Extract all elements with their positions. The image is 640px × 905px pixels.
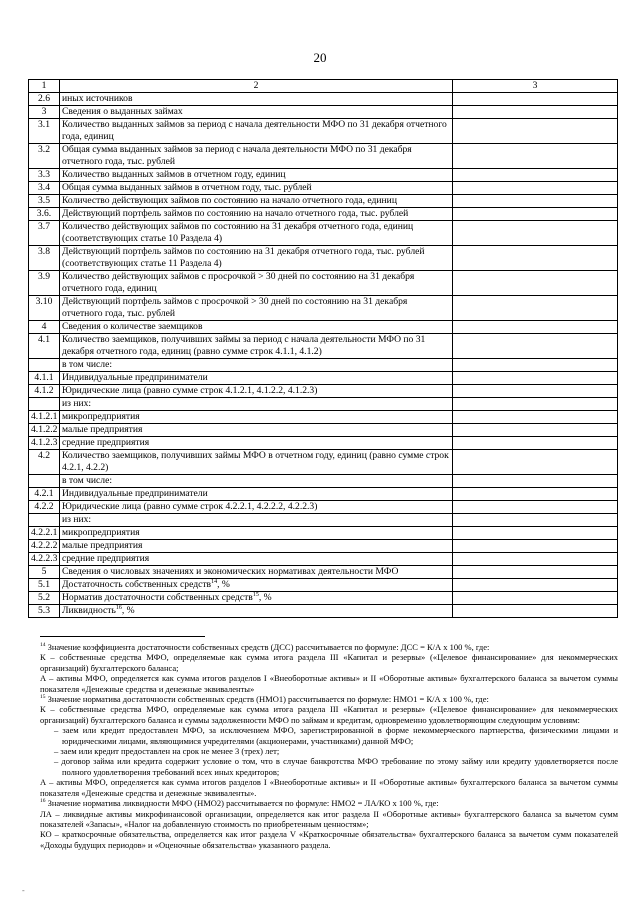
row-value-cell [453, 488, 618, 501]
footnote-paragraph [40, 642, 618, 652]
header-col-2: 2 [60, 80, 453, 93]
row-number: 4.2 [29, 450, 60, 475]
row-value-cell [453, 296, 618, 321]
row-description: Сведения о количестве заемщиков [60, 321, 453, 334]
footnote-paragraph [40, 694, 618, 704]
row-number: 3.1 [29, 119, 60, 144]
row-value-cell [453, 398, 618, 411]
footnote-paragraph [40, 809, 618, 830]
row-value-cell [453, 450, 618, 475]
footnote-text: Значение норматива ликвидности МФО (НМО2) рассчитывается по формуле: НМО2 = ЛА/КО х 100 %, где: [45, 798, 439, 809]
footnote-text: Значение коэффициента достаточности собственных средств (ДСС) рассчитывается по формуле: ДСС = К/А х 100 %, где: [45, 642, 490, 652]
row-value-cell [453, 605, 618, 618]
row-number: 3 [29, 106, 60, 119]
row-number: 4.2.1 [29, 488, 60, 501]
row-description: Количество действующих займов по состоянию на 31 декабря отчетного года, единиц (соответствующих статье 10 Раздела 4) [60, 221, 453, 246]
table-row [29, 93, 618, 106]
footnote-separator [40, 636, 205, 637]
row-description: Юридические лица (равно сумме строк 4.1.2.1, 4.1.2.2, 4.1.2.3) [60, 385, 453, 398]
row-description: Действующий портфель займов по состоянию на 31 декабря отчетного года, тыс. рублей (соответствующих статье 11 Раздела 4) [60, 246, 453, 271]
row-description: малые предприятия [60, 540, 453, 553]
row-number: 4.2.2.2 [29, 540, 60, 553]
row-value-cell [453, 437, 618, 450]
table-row [29, 385, 618, 398]
row-description: средние предприятия [60, 553, 453, 566]
row-description: Действующий портфель займов с просрочкой > 30 дней по состоянию на 31 декабря отчетного года, тыс. рублей [60, 296, 453, 321]
row-description: в том числе: [60, 359, 453, 372]
footnote-number: 15 [40, 694, 46, 701]
row-value-cell [453, 540, 618, 553]
table-row [29, 296, 618, 321]
row-description: Количество выданных займов в отчетном году, единиц [60, 169, 453, 182]
row-description [60, 592, 453, 605]
footnote-paragraph [40, 798, 618, 808]
row-number [29, 398, 60, 411]
row-unit: , % [217, 579, 230, 590]
row-number: 5.3 [29, 605, 60, 618]
table-row [29, 411, 618, 424]
footnote-number: 16 [40, 798, 46, 805]
row-number: 3.6. [29, 208, 60, 221]
row-number: 4.1.1 [29, 372, 60, 385]
table-row [29, 372, 618, 385]
footnote-paragraph [40, 652, 618, 673]
table-row [29, 398, 618, 411]
row-number: 3.2 [29, 144, 60, 169]
row-description: микропредприятия [60, 527, 453, 540]
row-value-cell [453, 411, 618, 424]
row-description: Сведения о числовых значениях и экономических нормативах деятельности МФО [60, 566, 453, 579]
row-number [29, 514, 60, 527]
row-value-cell [453, 385, 618, 398]
row-number [29, 359, 60, 372]
table-row [29, 246, 618, 271]
row-number: 3.7 [29, 221, 60, 246]
row-number: 3.4 [29, 182, 60, 195]
row-value-cell [453, 334, 618, 359]
row-number: 4.2.2.1 [29, 527, 60, 540]
row-value-cell [453, 106, 618, 119]
table-row [29, 221, 618, 246]
row-number: 3.8 [29, 246, 60, 271]
table-row [29, 437, 618, 450]
footnote-text: – заем или кредит предоставлен МФО, за исключением МФО, зарегистрированной в форме некоммерческого партнерства, физическими лицами и юридическими лицами, являющимися учредителями (акционерами, участниками) данной МФО; [54, 725, 618, 746]
table-row [29, 119, 618, 144]
footnote-number: 14 [40, 642, 46, 649]
footnote-text: Значение норматива достаточности собственных средств (НМО1) рассчитывается по формуле: НМО1 = К/А х 100 %, где: [45, 694, 489, 705]
table-row [29, 592, 618, 605]
page-number: 20 [313, 50, 327, 65]
row-description: в том числе: [60, 475, 453, 488]
row-value-cell [453, 208, 618, 221]
row-value-cell [453, 169, 618, 182]
row-unit: , % [258, 592, 272, 603]
footnote-text: А – активы МФО, определяется как сумма итогов разделов I «Внеоборотные активы» и II «Оборотные активы» бухгалтерского баланса за вычетом суммы показателя «Денежные средства и денежные эквиваленты». [40, 777, 618, 798]
row-description-text: Ликвидность [62, 605, 116, 616]
row-description: иных источников [60, 93, 453, 106]
row-description: Количество заемщиков, получивших займы МФО в отчетном году, единиц (равно сумме строк 4.2.1, 4.2.2) [60, 450, 453, 475]
row-description: Общая сумма выданных займов в отчетном году, тыс. рублей [60, 182, 453, 195]
footnote-paragraph [40, 746, 618, 756]
row-description: малые предприятия [60, 424, 453, 437]
row-number: 4.1.2.1 [29, 411, 60, 424]
row-number: 5.1 [29, 579, 60, 592]
table-row [29, 605, 618, 618]
row-value-cell [453, 93, 618, 106]
row-value-cell [453, 372, 618, 385]
footnote-ref: 16 [115, 604, 122, 611]
row-description: Индивидуальные предприниматели [60, 488, 453, 501]
row-value-cell [453, 221, 618, 246]
table-row [29, 501, 618, 514]
footnotes [40, 642, 618, 850]
table-row [29, 488, 618, 501]
row-description: микропредприятия [60, 411, 453, 424]
row-description: средние предприятия [60, 437, 453, 450]
row-value-cell [453, 475, 618, 488]
table-row [29, 106, 618, 119]
row-value-cell [453, 246, 618, 271]
row-value-cell [453, 424, 618, 437]
row-description: из них: [60, 398, 453, 411]
row-description: Юридические лица (равно сумме строк 4.2.2.1, 4.2.2.2, 4.2.2.3) [60, 501, 453, 514]
row-value-cell [453, 579, 618, 592]
row-description [60, 605, 453, 618]
row-description: Количество действующих займов с просрочкой > 30 дней по состоянию на 31 декабря отчетного года, единиц [60, 271, 453, 296]
table-row [29, 169, 618, 182]
row-value-cell [453, 182, 618, 195]
data-table [28, 79, 618, 618]
row-value-cell [453, 359, 618, 372]
footnote-paragraph [40, 777, 618, 798]
table-row [29, 566, 618, 579]
row-value-cell [453, 271, 618, 296]
footnote-paragraph [40, 756, 618, 777]
row-description-text: Достаточность собственных средств [62, 579, 212, 590]
row-value-cell [453, 527, 618, 540]
footnote-text: КО – краткосрочные обязательства, определяется как итог раздела V «Краткосрочные обязательства» бухгалтерского баланса за вычетом сумм показателей «Доходы будущих периодов» и «Оценочные обязательства» указанного раздела. [40, 829, 618, 850]
table-row [29, 182, 618, 195]
table-row [29, 475, 618, 488]
row-description: из них: [60, 514, 453, 527]
row-description: Действующий портфель займов по состоянию на начало отчетного года, тыс. рублей [60, 208, 453, 221]
table-row [29, 514, 618, 527]
table-row [29, 359, 618, 372]
footnote-text: – договор займа или кредита содержит условие о том, что в случае банкротства МФО требование по этому займу или кредиту удовлетворяется после полного удовлетворения требований всех иных кредиторов; [54, 756, 618, 777]
row-number: 4.1 [29, 334, 60, 359]
footnote-paragraph [40, 829, 618, 850]
header-col-1: 1 [29, 80, 60, 93]
footnote-text: – заем или кредит предоставлен на срок не менее 3 (трех) лет; [54, 746, 280, 757]
row-description: Количество действующих займов по состоянию на начало отчетного года, единиц [60, 195, 453, 208]
row-description: Общая сумма выданных займов за период с начала деятельности МФО по 31 декабря отчетного года, тыс. рублей [60, 144, 453, 169]
footnote-ref: 14 [211, 578, 218, 585]
row-description: Количество выданных займов за период с начала деятельности МФО по 31 декабря отчетного года, единиц [60, 119, 453, 144]
table-row [29, 208, 618, 221]
row-number: 4 [29, 321, 60, 334]
footnote-text: ЛА – ликвидные активы микрофинансовой организации, определяется как итог раздела II «Оборотные активы» бухгалтерского баланса за вычетом сумм показателей «Запасы», «Налог на добавленную стоимость по приобретенным ценностям»; [40, 808, 618, 829]
table-row [29, 579, 618, 592]
row-description: Индивидуальные предприниматели [60, 372, 453, 385]
table-row [29, 321, 618, 334]
footnote-ref: 15 [252, 591, 259, 598]
table-row [29, 553, 618, 566]
row-value-cell [453, 321, 618, 334]
row-value-cell [453, 501, 618, 514]
footnote-paragraph [40, 704, 618, 725]
row-number: 4.2.2.3 [29, 553, 60, 566]
row-number: 4.2.2 [29, 501, 60, 514]
row-value-cell [453, 553, 618, 566]
row-description-text: Норматив достаточности собственных средств [62, 592, 253, 603]
footnote-paragraph [40, 725, 618, 746]
table-row [29, 424, 618, 437]
table-row [29, 144, 618, 169]
row-value-cell [453, 514, 618, 527]
row-number: 3.10 [29, 296, 60, 321]
table-row [29, 540, 618, 553]
footnote-text: К – собственные средства МФО, определяемые как сумма итога раздела III «Капитал и резервы» («Целевое финансирование» для некоммерческих организаций) бухгалтерского баланса; [40, 652, 618, 673]
table-row [29, 334, 618, 359]
row-unit: , % [121, 605, 135, 616]
row-number: 4.1.2 [29, 385, 60, 398]
row-number: 3.3 [29, 169, 60, 182]
row-value-cell [453, 592, 618, 605]
row-description: Сведения о выданных займах [60, 106, 453, 119]
row-number: 4.1.2.2 [29, 424, 60, 437]
row-value-cell [453, 119, 618, 144]
row-number: 5.2 [29, 592, 60, 605]
footnote-text: К – собственные средства МФО, определяемые как сумма итога раздела III «Капитал и резервы» («Целевое финансирование» для некоммерческих организаций) бухгалтерского баланса и суммы задолженности МФО по займам и кредитам, одновременно удовлетворяющим следующим условиям: [40, 704, 618, 725]
row-description [60, 579, 453, 592]
row-value-cell [453, 144, 618, 169]
row-description: Количество заемщиков, получивших займы за период с начала деятельности МФО по 31 декабря отчетного года, единиц (равно сумме строк 4.1.1, 4.1.2) [60, 334, 453, 359]
row-number: 3.9 [29, 271, 60, 296]
table-row [29, 195, 618, 208]
table-row [29, 450, 618, 475]
row-value-cell [453, 195, 618, 208]
table-row [29, 271, 618, 296]
footnote-paragraph [40, 673, 618, 694]
row-number: 3.5 [29, 195, 60, 208]
row-number: 4.1.2.3 [29, 437, 60, 450]
table-row [29, 527, 618, 540]
row-number [29, 475, 60, 488]
header-col-3: 3 [453, 80, 618, 93]
row-number: 5 [29, 566, 60, 579]
corner-mark: - [22, 886, 25, 895]
footnote-text: А – активы МФО, определяется как сумма итогов разделов I «Внеоборотные активы» и II «Оборотные активы» бухгалтерского баланса за вычетом суммы показателя «Денежные средства и денежные эквиваленты» [40, 673, 618, 694]
table-header-row [29, 80, 618, 93]
row-number: 2.6 [29, 93, 60, 106]
row-value-cell [453, 566, 618, 579]
